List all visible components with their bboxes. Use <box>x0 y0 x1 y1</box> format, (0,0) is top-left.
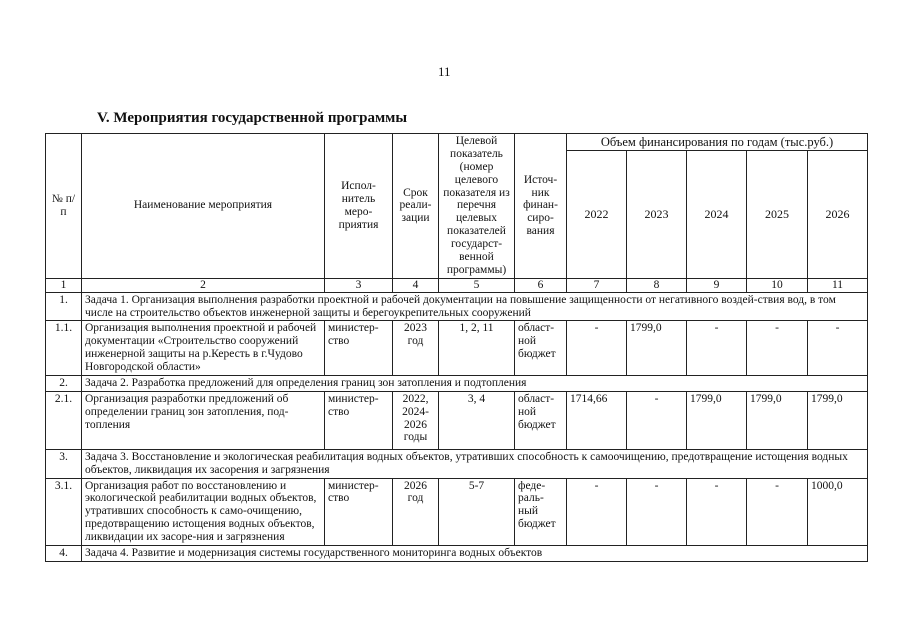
header-source: Источ-ник финан-сиро-вания <box>515 134 567 279</box>
header-year-2023: 2023 <box>627 151 687 278</box>
activity-name: Организация работ по восстановлению и экологической реабилитации водных объектов, утративших способность к само-очищению, предотвращению истощения водных объектов, ликвидации их засоре-ния и загрязнения <box>82 478 325 545</box>
funding-2026: 1000,0 <box>808 478 868 545</box>
funding-2026: 1799,0 <box>808 391 868 449</box>
task-text: Задача 3. Восстановление и экологическая реабилитация водных объектов, утративших способность к самоочищению, предотвращение истощения водных объектов, ликвидация их засорения и загрязнения <box>82 449 868 478</box>
activity-row-3-1 <box>46 478 868 545</box>
column-number: 5 <box>439 278 515 292</box>
column-number: 7 <box>567 278 627 292</box>
activity-executor: министер-ство <box>325 391 393 449</box>
section-title: V. Мероприятия государственной программы <box>97 110 408 126</box>
task-row-1 <box>46 292 868 321</box>
header-term: Срок реали-зации <box>393 134 439 279</box>
column-number: 10 <box>747 278 808 292</box>
column-number: 3 <box>325 278 393 292</box>
activity-number: 3.1. <box>46 478 82 545</box>
funding-2023: 1799,0 <box>627 321 687 376</box>
funding-2024: - <box>687 321 747 376</box>
task-text: Задача 1. Организация выполнения разработки проектной и рабочей документации на повышение защищенности от негативного воздей-ствия вод, в том числе на строительство объектов инженерной защиты и берегоукрепительных сооружений <box>82 292 868 321</box>
task-number: 4. <box>46 545 82 561</box>
header-funding: Объем финансирования по годам (тыс.руб.) <box>567 134 868 151</box>
funding-2025: - <box>747 321 808 376</box>
column-number-row <box>46 278 868 292</box>
activity-source: област-ной бюджет <box>515 391 567 449</box>
activity-executor: министер-ство <box>325 478 393 545</box>
funding-2023: - <box>627 478 687 545</box>
activity-name: Организация разработки предложений об определении границ зон затопления, под-топления <box>82 391 325 449</box>
funding-2023: - <box>627 391 687 449</box>
funding-2022: - <box>567 478 627 545</box>
column-number: 8 <box>627 278 687 292</box>
header-executor: Испол-нитель меро-приятия <box>325 134 393 279</box>
column-number: 2 <box>82 278 325 292</box>
page-number: 11 <box>438 64 451 79</box>
task-text: Задача 4. Развитие и модернизация системы государственного мониторинга водных объектов <box>82 545 868 561</box>
task-number: 3. <box>46 449 82 478</box>
funding-2024: - <box>687 478 747 545</box>
header-year-2025: 2025 <box>747 151 808 278</box>
header-row-1 <box>46 134 868 151</box>
header-year-2026: 2026 <box>808 151 868 278</box>
activity-executor: министер-ство <box>325 321 393 376</box>
task-row-4 <box>46 545 868 561</box>
task-text: Задача 2. Разработка предложений для определения границ зон затопления и подтопления <box>82 375 868 391</box>
funding-2025: 1799,0 <box>747 391 808 449</box>
funding-2022: 1714,66 <box>567 391 627 449</box>
funding-2024: 1799,0 <box>687 391 747 449</box>
program-activities-table <box>45 133 868 562</box>
funding-2026: - <box>808 321 868 376</box>
column-number: 1 <box>46 278 82 292</box>
activity-row-1-1 <box>46 321 868 376</box>
activity-name: Организация выполнения проектной и рабочей документации «Строительство сооружений инженерной защиты на р.Кересть в г.Чудово Новгородской области» <box>82 321 325 376</box>
column-number: 11 <box>808 278 868 292</box>
column-number: 6 <box>515 278 567 292</box>
column-number: 4 <box>393 278 439 292</box>
activity-target: 1, 2, 11 <box>439 321 515 376</box>
header-target: Целевой показатель (номер целевого показателя из перечня целевых показателей государст-венной программы) <box>439 134 515 279</box>
task-row-3 <box>46 449 868 478</box>
activity-target: 5-7 <box>439 478 515 545</box>
activity-source: феде-раль-ный бюджет <box>515 478 567 545</box>
activity-row-2-1 <box>46 391 868 449</box>
task-row-2 <box>46 375 868 391</box>
header-year-2022: 2022 <box>567 151 627 278</box>
activity-number: 1.1. <box>46 321 82 376</box>
activity-term: 2023 год <box>393 321 439 376</box>
header-year-2024: 2024 <box>687 151 747 278</box>
activity-term: 2026 год <box>393 478 439 545</box>
header-name: Наименование мероприятия <box>82 134 325 279</box>
funding-2025: - <box>747 478 808 545</box>
task-number: 1. <box>46 292 82 321</box>
task-number: 2. <box>46 375 82 391</box>
funding-2022: - <box>567 321 627 376</box>
activity-source: област-ной бюджет <box>515 321 567 376</box>
header-no: № п/п <box>46 134 82 279</box>
activity-term: 2022, 2024-2026 годы <box>393 391 439 449</box>
activity-target: 3, 4 <box>439 391 515 449</box>
column-number: 9 <box>687 278 747 292</box>
activity-number: 2.1. <box>46 391 82 449</box>
